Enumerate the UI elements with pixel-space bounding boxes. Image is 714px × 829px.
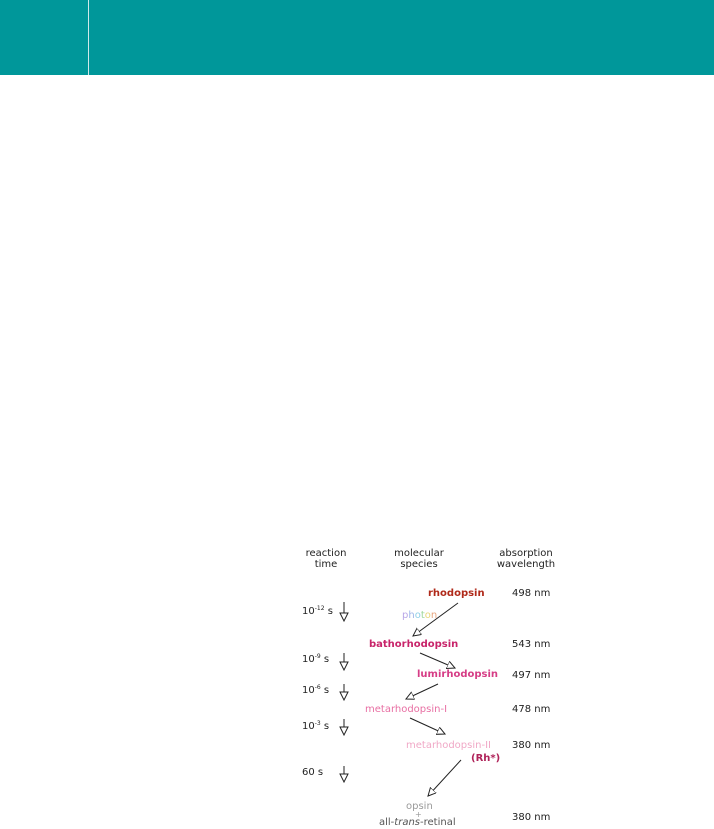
species-rh-star: (Rh*) bbox=[471, 753, 501, 764]
photon-letter: t bbox=[420, 610, 425, 621]
time-label bbox=[302, 653, 329, 665]
column-header-line: wavelength bbox=[496, 559, 556, 570]
time-arrow-4 bbox=[340, 719, 348, 735]
photon-letter: n bbox=[430, 610, 438, 621]
time-exponent: -9 bbox=[314, 653, 321, 660]
time-base: 60 bbox=[302, 767, 315, 778]
wavelength-opsin: 380 nm bbox=[512, 812, 551, 823]
time-arrow-1 bbox=[340, 602, 348, 621]
species-metarhodopsin-1: metarhodopsin-I bbox=[365, 704, 448, 715]
time-arrow-3 bbox=[340, 684, 348, 700]
column-header-line: absorption bbox=[499, 548, 553, 559]
photon-label bbox=[402, 607, 437, 622]
time-unit: s bbox=[323, 654, 330, 665]
time-exponent: -6 bbox=[314, 684, 321, 691]
time-base: 10 bbox=[302, 685, 315, 696]
time-exponent: -3 bbox=[314, 720, 321, 727]
all-trans-prefix: all- bbox=[379, 817, 395, 828]
plus-sign: + bbox=[415, 810, 422, 819]
wavelength-metarhodopsin-2: 380 nm bbox=[512, 740, 551, 751]
time-arrow-5 bbox=[340, 766, 348, 782]
arrow-metarhodopsin-1-to-metarhodopsin-2 bbox=[410, 718, 445, 734]
species-all-trans-retinal bbox=[379, 817, 456, 829]
species-rhodopsin: rhodopsin bbox=[428, 588, 485, 599]
species-lumirhodopsin: lumirhodopsin bbox=[417, 669, 499, 680]
wavelength-metarhodopsin-1: 478 nm bbox=[512, 704, 551, 715]
time-base: 10 bbox=[302, 606, 315, 617]
wavelength-lumirhodopsin: 497 nm bbox=[512, 670, 551, 681]
species-opsin: opsin bbox=[406, 801, 433, 812]
time-arrow-2 bbox=[340, 653, 348, 670]
time-base: 10 bbox=[302, 721, 315, 732]
species-metarhodopsin-2: metarhodopsin-II bbox=[406, 740, 491, 751]
wavelength-rhodopsin: 498 nm bbox=[512, 588, 551, 599]
column-header-line: reaction bbox=[305, 548, 347, 559]
wavelength-bathorhodopsin: 543 nm bbox=[512, 639, 551, 650]
column-header-line: molecular bbox=[394, 548, 444, 559]
time-unit: s bbox=[323, 721, 330, 732]
photon-letter: h bbox=[408, 610, 415, 621]
time-exponent: -12 bbox=[314, 605, 325, 612]
all-trans-suffix: -retinal bbox=[420, 817, 456, 828]
photon-letter: o bbox=[424, 610, 431, 621]
species-bathorhodopsin: bathorhodopsin bbox=[369, 639, 459, 650]
time-unit: s bbox=[327, 606, 333, 617]
arrow-metarhodopsin-2-to-opsin bbox=[428, 760, 461, 796]
column-header-line: time bbox=[314, 559, 338, 570]
photon-letter: p bbox=[402, 610, 409, 621]
column-header-line: species bbox=[400, 559, 438, 570]
time-label bbox=[302, 767, 323, 778]
time-unit: s bbox=[323, 685, 330, 696]
arrow-lumirhodopsin-to-metarhodopsin-1 bbox=[406, 684, 438, 699]
time-base: 10 bbox=[302, 654, 315, 665]
time-unit: s bbox=[317, 767, 324, 778]
time-label bbox=[302, 605, 333, 617]
time-label bbox=[302, 684, 329, 696]
time-label bbox=[302, 720, 329, 732]
photon-letter: o bbox=[414, 610, 421, 621]
all-trans-italic: trans bbox=[394, 817, 421, 828]
arrow-bathorhodopsin-to-lumirhodopsin bbox=[420, 653, 455, 668]
